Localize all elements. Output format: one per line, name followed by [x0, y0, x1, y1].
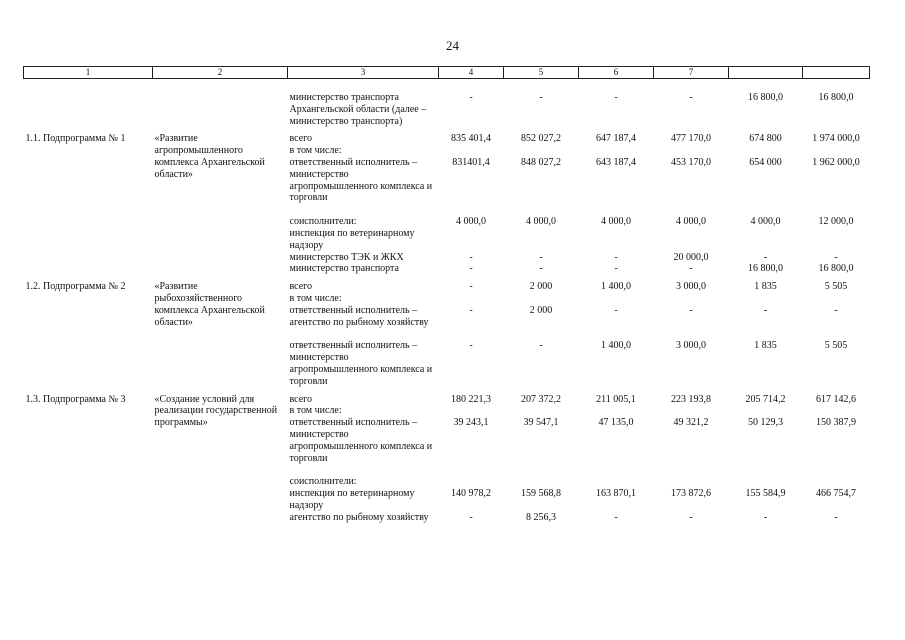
- amount-cell: -: [539, 251, 543, 263]
- amount-cell: 173 872,6: [671, 488, 711, 500]
- amount-cell: [729, 464, 803, 488]
- amount-cell: -: [469, 511, 473, 523]
- subprogram-title: «Развитие агропромышленного комплекса Архангельской области»: [154, 133, 265, 180]
- amount-cell: [729, 405, 803, 417]
- header-cell-2: 2: [153, 67, 288, 79]
- amount-cell: 16 800,0: [748, 263, 783, 275]
- subprogram-title: [153, 79, 288, 128]
- amount-cell: [439, 464, 504, 488]
- amount-cell: 1 962 000,0: [812, 156, 860, 168]
- amount-cell: -: [469, 340, 473, 352]
- amount-cell: 150 387,9: [816, 417, 856, 429]
- header-cell-3: 3: [288, 67, 439, 79]
- amount-cell: 643 187,4: [596, 156, 636, 168]
- amount-cell: -: [763, 304, 768, 316]
- executor-label: соисполнители:: [289, 216, 357, 228]
- amount-cell: [504, 145, 579, 157]
- amount-cell: -: [469, 281, 473, 293]
- amount-cell: 3 000,0: [676, 281, 706, 293]
- amount-cell: [439, 293, 504, 305]
- amount-cell: 16 800,0: [818, 92, 854, 103]
- page-number: 24: [446, 38, 459, 53]
- amount-cell: -: [469, 263, 473, 275]
- amount-cell: [654, 405, 729, 417]
- amount-cell: 205 714,2: [745, 393, 786, 405]
- amount-cell: 647 187,4: [596, 133, 636, 145]
- amount-cell: 4 000,0: [526, 216, 556, 228]
- amount-cell: -: [834, 511, 838, 523]
- amount-cell: -: [469, 304, 473, 316]
- amount-cell: 4 000,0: [601, 216, 631, 228]
- amount-cell: 4 000,0: [750, 216, 781, 228]
- amount-cell: [504, 228, 579, 252]
- amount-cell: [579, 145, 654, 157]
- executor-label: ответственный исполнитель – министерство агропромышленного комплекса и торговли: [289, 417, 433, 464]
- amount-cell: [729, 145, 803, 157]
- header-cell-1: 1: [24, 67, 153, 79]
- executor-label: министерство транспорта Архангельской области (далее – министерство транспорта): [289, 92, 427, 127]
- executor-label: министерство транспорта: [289, 263, 399, 275]
- amount-cell: -: [539, 92, 543, 103]
- amount-cell: 453 170,0: [671, 156, 711, 168]
- amount-cell: [803, 464, 870, 488]
- executor-label: в том числе:: [289, 292, 342, 304]
- subprogram-name: 1.2. Подпрограмма № 2: [25, 281, 126, 293]
- amount-cell: 4 000,0: [676, 216, 706, 228]
- amount-cell: [579, 293, 654, 305]
- executor-label: ответственный исполнитель – министерство агропромышленного комплекса и торговли: [289, 340, 433, 387]
- amount-cell: 654 000: [749, 156, 782, 168]
- amount-cell: 12 000,0: [818, 216, 854, 228]
- executor-label: инспекция по ветеринарному надзору: [289, 488, 415, 511]
- amount-cell: -: [763, 511, 768, 523]
- executor-label: в том числе:: [289, 145, 342, 157]
- amount-cell: 1 400,0: [601, 340, 631, 352]
- amount-cell: 1 835: [754, 281, 777, 293]
- amount-cell: 2 000: [529, 281, 553, 293]
- amount-cell: 4 000,0: [456, 216, 486, 228]
- executor-label: в том числе:: [289, 405, 342, 417]
- amount-cell: [579, 464, 654, 488]
- amount-cell: 1 400,0: [601, 281, 631, 293]
- amount-cell: 5 505: [824, 340, 848, 352]
- subprogram-name: [24, 79, 153, 128]
- table-row: [24, 394, 870, 406]
- amount-cell: 50 129,3: [748, 417, 783, 429]
- amount-cell: [579, 228, 654, 252]
- amount-cell: 47 135,0: [598, 417, 634, 429]
- executor-label: всего: [289, 281, 313, 293]
- amount-cell: 8 256,3: [526, 511, 556, 523]
- executor-label: ответственный исполнитель – министерство агропромышленного комплекса и торговли: [289, 156, 433, 204]
- amount-cell: 3 000,0: [676, 340, 706, 352]
- amount-cell: [504, 293, 579, 305]
- header-cell-8: [729, 67, 803, 79]
- amount-cell: -: [614, 511, 618, 523]
- executor-label: агентство по рыбному хозяйству: [289, 511, 429, 523]
- amount-cell: -: [469, 92, 473, 103]
- amount-cell: -: [469, 251, 473, 263]
- amount-cell: 1 835: [754, 340, 777, 352]
- amount-cell: 207 372,2: [521, 393, 561, 405]
- amount-cell: -: [539, 263, 543, 275]
- amount-cell: 477 170,0: [671, 133, 711, 145]
- executor-label: инспекция по ветеринарному надзору: [289, 227, 415, 251]
- subprogram-name: 1.3. Подпрограмма № 3: [25, 393, 126, 405]
- table-row: [24, 79, 870, 128]
- amount-cell: 163 870,1: [596, 488, 636, 500]
- subprogram-name: 1.1. Подпрограмма № 1: [25, 133, 126, 145]
- amount-cell: [729, 293, 803, 305]
- amount-cell: -: [689, 511, 693, 523]
- subprogram-title: «Создание условий для реализации государственной программы»: [154, 393, 278, 429]
- amount-cell: 49 321,2: [673, 417, 709, 429]
- executor-label: министерство ТЭК и ЖКХ: [289, 251, 404, 263]
- budget-table: [23, 66, 870, 524]
- amount-cell: 16 800,0: [818, 263, 854, 275]
- amount-cell: 39 547,1: [523, 417, 559, 429]
- executor-label: ответственный исполнитель – агентство по рыбному хозяйству: [289, 304, 429, 328]
- amount-cell: 835 401,4: [451, 133, 491, 145]
- amount-cell: 617 142,6: [816, 393, 856, 405]
- amount-cell: [439, 145, 504, 157]
- amount-cell: [654, 145, 729, 157]
- executor-label: всего: [289, 393, 313, 405]
- amount-cell: [729, 228, 803, 252]
- amount-cell: 5 505: [824, 281, 848, 293]
- subprogram-title: «Развитие рыбохозяйственного комплекса Архангельской области»: [154, 281, 265, 328]
- header-cell-7: 7: [654, 67, 729, 79]
- amount-cell: [654, 293, 729, 305]
- amount-cell: 39 243,1: [453, 417, 489, 429]
- amount-cell: 140 978,2: [451, 488, 491, 500]
- amount-cell: 852 027,2: [521, 133, 561, 145]
- amount-cell: -: [539, 340, 543, 352]
- amount-cell: 848 027,2: [521, 156, 561, 168]
- amount-cell: 223 193,8: [671, 393, 711, 405]
- amount-cell: -: [689, 304, 693, 316]
- header-cell-5: 5: [504, 67, 579, 79]
- amount-cell: [654, 228, 729, 252]
- amount-cell: -: [763, 251, 768, 263]
- amount-cell: [504, 405, 579, 417]
- amount-cell: 1 974 000,0: [812, 133, 860, 145]
- amount-cell: [654, 464, 729, 488]
- table-row: [24, 133, 870, 145]
- amount-cell: -: [614, 263, 618, 275]
- amount-cell: 159 568,8: [521, 488, 561, 500]
- amount-cell: 211 005,1: [596, 393, 636, 405]
- amount-cell: [439, 405, 504, 417]
- amount-cell: 20 000,0: [673, 251, 709, 263]
- amount-cell: 2 000: [529, 304, 553, 316]
- amount-cell: -: [614, 304, 618, 316]
- amount-cell: [803, 293, 870, 305]
- amount-cell: [504, 464, 579, 488]
- amount-cell: 155 584,9: [745, 488, 786, 500]
- amount-cell: [439, 228, 504, 252]
- amount-cell: 16 800,0: [748, 92, 783, 103]
- executor-label: всего: [289, 133, 313, 145]
- header-row: [24, 67, 870, 79]
- amount-cell: -: [689, 92, 693, 103]
- amount-cell: 831401,4: [452, 156, 490, 168]
- amount-cell: [803, 405, 870, 417]
- header-cell-9: [803, 67, 870, 79]
- table-row: [24, 281, 870, 293]
- amount-cell: 180 221,3: [451, 393, 491, 405]
- amount-cell: -: [834, 251, 838, 263]
- table-body: [24, 79, 870, 524]
- amount-cell: [803, 228, 870, 252]
- amount-cell: -: [614, 251, 618, 263]
- amount-cell: 674 800: [749, 133, 782, 145]
- amount-cell: -: [614, 92, 618, 103]
- executor-label: соисполнители:: [289, 476, 357, 488]
- header-cell-6: 6: [579, 67, 654, 79]
- amount-cell: -: [689, 263, 693, 275]
- amount-cell: [803, 145, 870, 157]
- amount-cell: -: [834, 304, 838, 316]
- amount-cell: 466 754,7: [816, 488, 856, 500]
- amount-cell: [579, 405, 654, 417]
- header-cell-4: 4: [439, 67, 504, 79]
